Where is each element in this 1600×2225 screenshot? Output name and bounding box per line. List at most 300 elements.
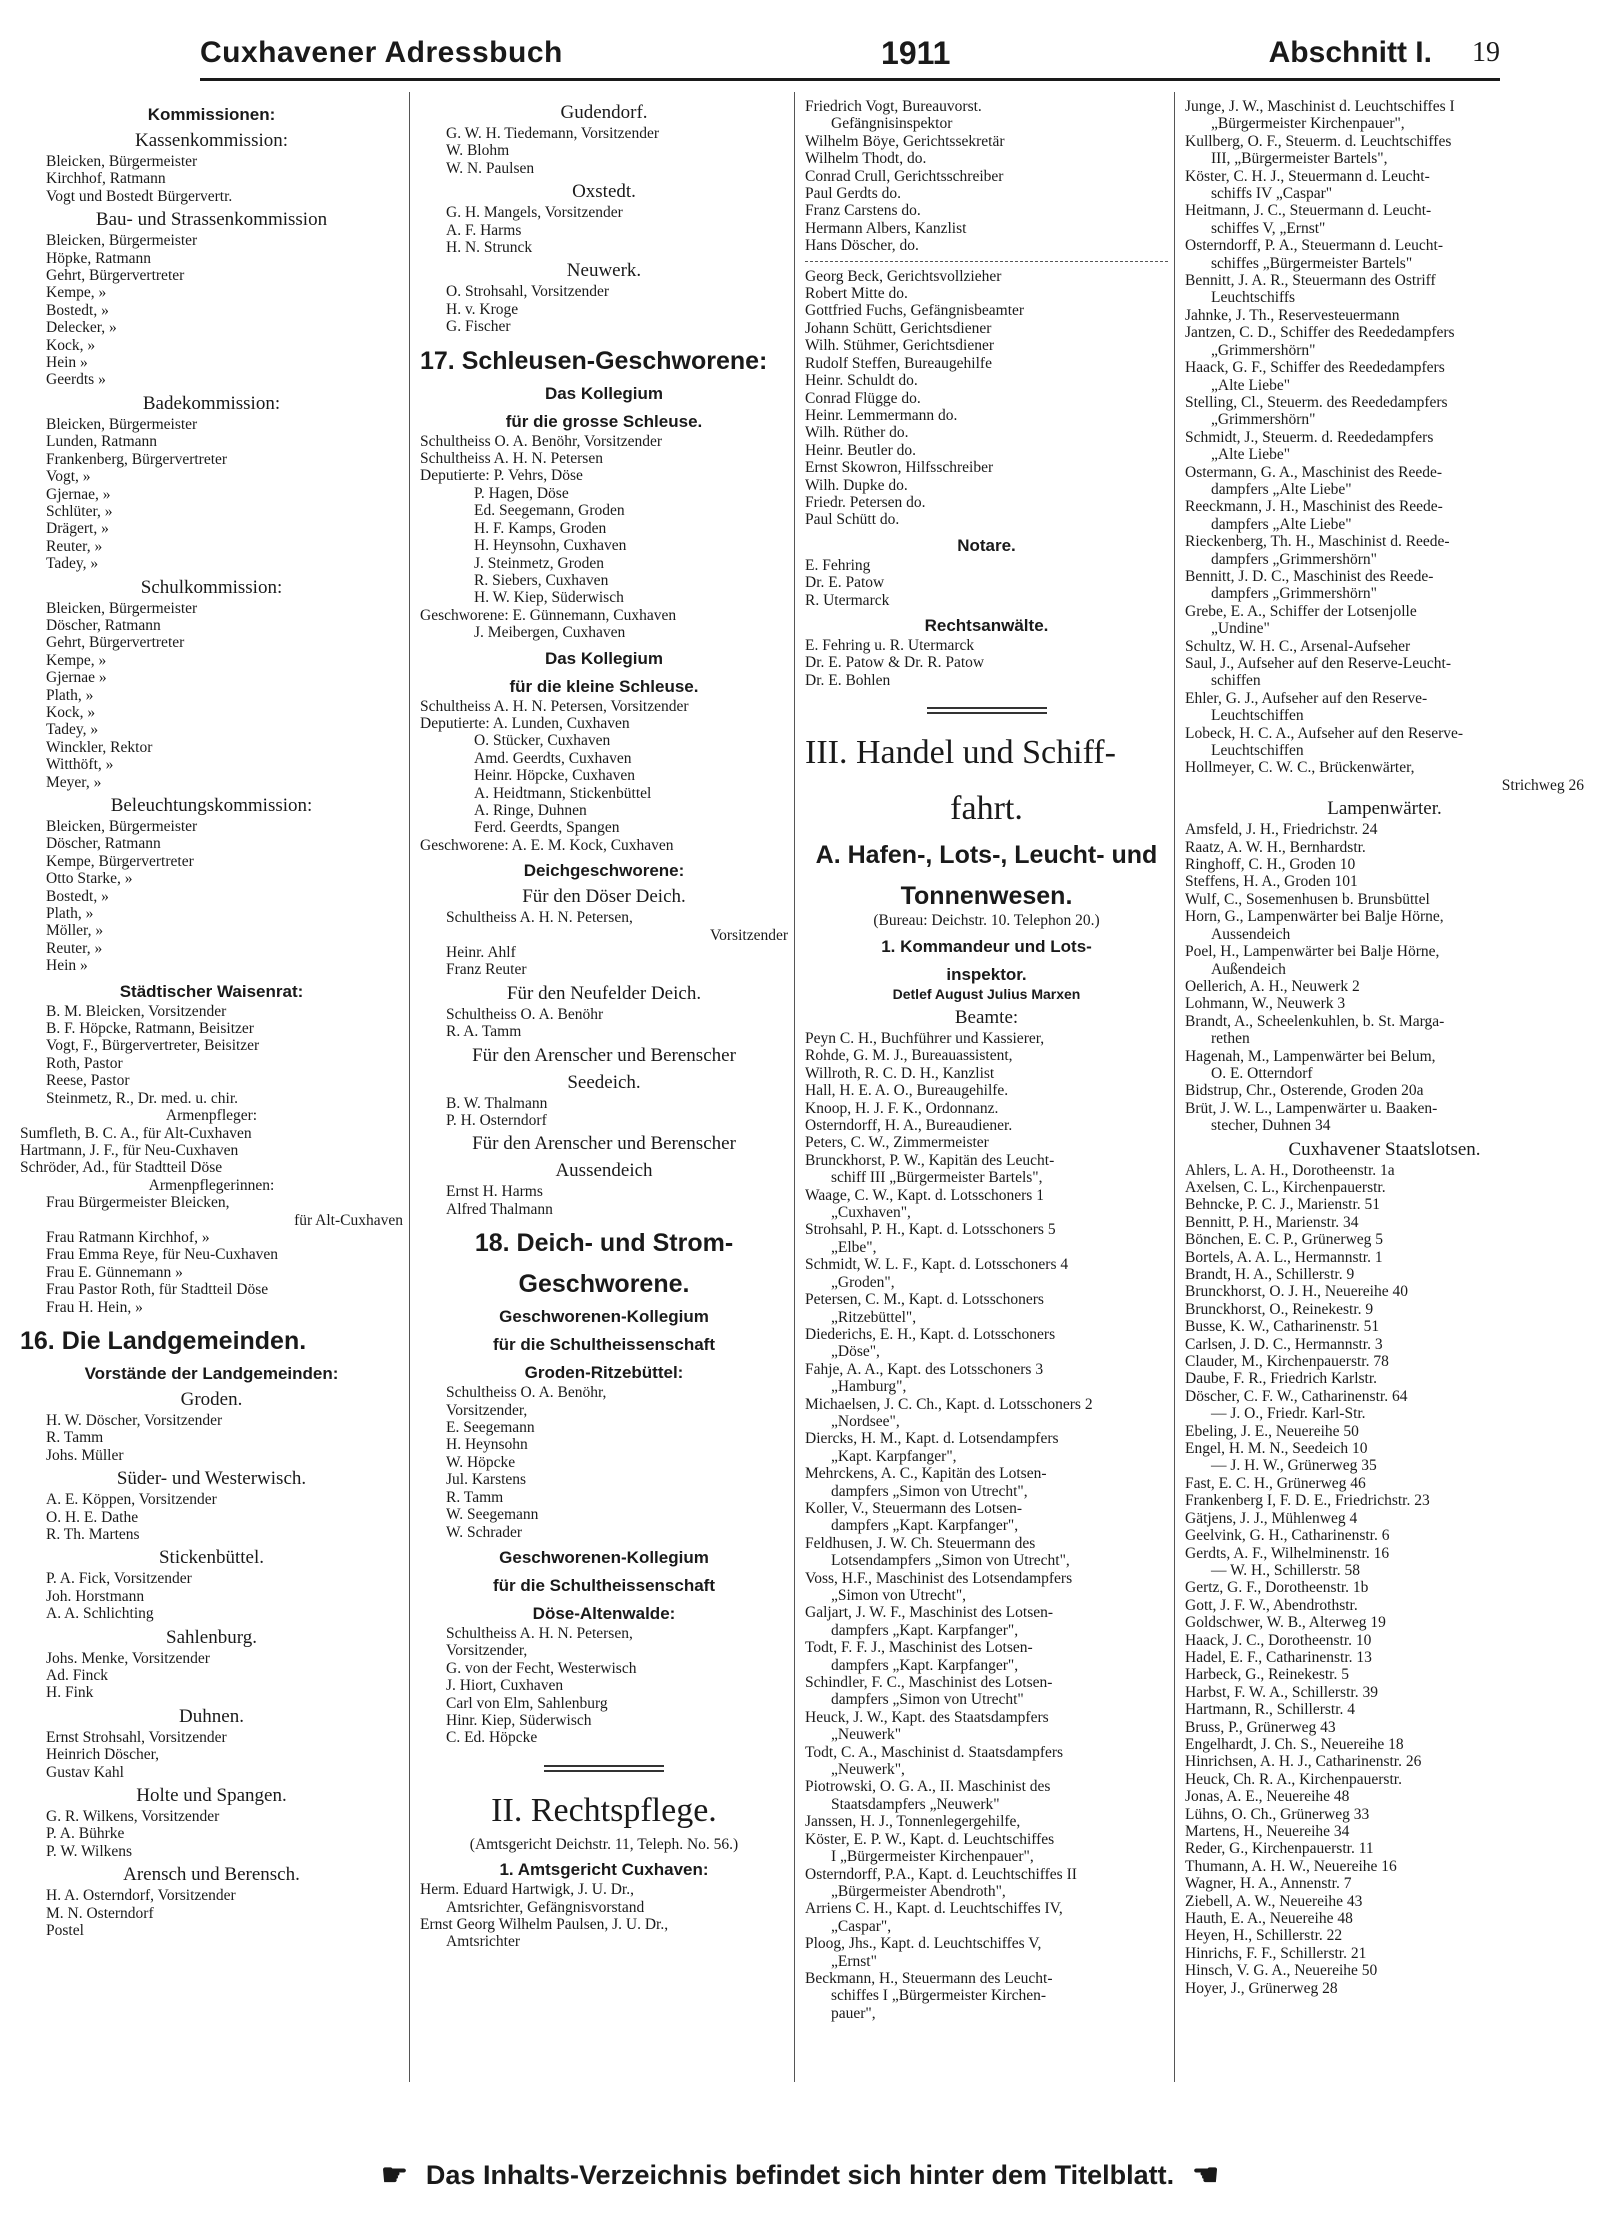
entry-line: W. Höpcke [446, 1453, 516, 1471]
entry-line: Tadey, » [46, 721, 99, 739]
entry-line: Horn, G., Lampenwärter bei Balje Hörne, [1185, 908, 1444, 926]
entry-line: H. A. Osterndorf, Vorsitzender [46, 1887, 236, 1905]
entry-line: Ploog, Jhs., Kapt. d. Leuchtschiffes V, [805, 1935, 1042, 1953]
entry-line: Kirchhof, Ratmann [46, 170, 166, 188]
entry-line: Drägert, » [46, 520, 109, 538]
section-heading: Geschworenen-Kollegium [499, 1547, 709, 1567]
entry-line: E. Fehring u. R. Utermarck [805, 636, 975, 654]
entry-line: Martens, H., Neuereihe 34 [1185, 1823, 1350, 1840]
subsection-heading: Kassenkommission: [134, 130, 289, 151]
entry-line: Brandt, A., Scheelenkuhlen, b. St. Marga- [1185, 1012, 1445, 1030]
entry-line: Hans Döscher, do. [805, 237, 919, 255]
entry-line: Todt, F. F. J., Maschinist des Lotsen- [805, 1639, 1033, 1657]
section-heading: 1. Amtsgericht Cuxhaven: [499, 1860, 709, 1880]
entry-line: schiffes „Bürgermeister Bartels" [1211, 254, 1413, 272]
subsection-heading: Beleuchtungskommission: [110, 795, 313, 816]
entry-line: Lohmann, W., Neuwerk 3 [1185, 995, 1346, 1013]
entry-line: B. F. Höpcke, Ratmann, Beisitzer [46, 1020, 254, 1038]
entry-line: stecher, Duhnen 34 [1211, 1117, 1331, 1135]
section-heading: inspektor. [946, 964, 1027, 984]
entry-line: Hagenah, M., Lampenwärter bei Belum, [1185, 1047, 1436, 1065]
entry-line: Hollmeyer, C. W. C., Brückenwärter, [1185, 759, 1415, 777]
entry-line: Gott, J. F. W., Abendrothstr. [1185, 1596, 1358, 1614]
entry-line: dampfers „Alte Liebe" [1211, 480, 1352, 498]
entry-line: Ahlers, L. A. H., Dorotheenstr. 1a [1185, 1161, 1395, 1179]
entry-line: A. E. Köppen, Vorsitzender [46, 1491, 217, 1509]
subsection-heading: Für den Arenscher und Berenscher [472, 1133, 736, 1155]
entry-line: Lobeck, H. C. A., Aufseher auf den Reserve- [1185, 724, 1464, 742]
subsection-heading: Für den Döser Deich. [522, 886, 686, 908]
entry-line: Michaelsen, J. C. Ch., Kapt. d. Lotsschoners 2 [805, 1395, 1093, 1413]
entry-line: Harbeck, G., Reinekestr. 5 [1185, 1666, 1349, 1684]
entry-line: Amtsrichter [446, 1933, 521, 1951]
entry-line: „Alte Liebe" [1211, 446, 1291, 464]
entry-line: P. H. Osterndorf [446, 1112, 547, 1130]
entry-line: Bortels, A. A. L., Hermannstr. 1 [1185, 1248, 1383, 1266]
entry-line: P. A. Bührke [46, 1825, 125, 1843]
entry-line: Jantzen, C. D., Schiffer des Reededampfers [1185, 324, 1455, 342]
entry-line: „Ernst" [831, 1952, 877, 1970]
entry-line: Steffens, H. A., Groden 101 [1185, 873, 1358, 891]
subsection-heading: Holte und Spangen. [136, 1785, 287, 1807]
entry-line: J. Meibergen, Cuxhaven [474, 624, 626, 642]
entry-line: Hauth, E. A., Neuereihe 48 [1185, 1910, 1353, 1928]
entry-line: „Grimmershörn" [1211, 411, 1316, 429]
entry-line: Harbst, F. W. A., Schillerstr. 39 [1185, 1683, 1378, 1701]
entry-line: Vogt, F., Bürgervertreter, Beisitzer [46, 1037, 260, 1055]
entry-line: Geschworene: E. Günnemann, Cuxhaven [420, 606, 677, 624]
entry-line: schiff III „Bürgermeister Bartels", [831, 1169, 1043, 1187]
entry-line: Bleicken, Bürgermeister [46, 818, 198, 835]
entry-line: E. Seegemann [446, 1419, 535, 1437]
entry-line: Johann Schütt, Gerichtsdiener [805, 319, 992, 337]
entry-line: Daube, F. R., Friedrich Karlstr. [1185, 1370, 1378, 1388]
entry-line: Hoyer, J., Grünerweg 28 [1185, 1979, 1338, 1997]
chapter-heading: fahrt. [950, 790, 1023, 828]
entry-line: Wilh. Dupke do. [805, 476, 908, 494]
entry-line: P. A. Fick, Vorsitzender [46, 1570, 192, 1588]
entry-line: schiffes V, „Ernst" [1211, 219, 1326, 237]
entry-line: Steinmetz, R., Dr. med. u. chir. [46, 1089, 239, 1107]
entry-line: Hermann Albers, Kanzlist [805, 219, 967, 237]
entry-line: W. Schrader [446, 1523, 523, 1541]
entry-line: G. W. H. Tiedemann, Vorsitzender [446, 125, 659, 142]
entry-line: Engelhardt, J. Ch. S., Neuereihe 18 [1185, 1735, 1404, 1753]
entry-line: Armenpflegerinnen: [148, 1176, 275, 1194]
entry-line: Kempe, » [46, 284, 107, 302]
entry-line: C. Ed. Höpcke [446, 1729, 538, 1747]
entry-line: Goldschwer, W. B., Alterweg 19 [1185, 1614, 1386, 1632]
entry-line: Junge, J. W., Maschinist d. Leuchtschiffes I [1185, 98, 1455, 115]
entry-line: Meyer, » [46, 773, 102, 791]
entry-line: dampfers „Alte Liebe" [1211, 515, 1352, 533]
section-heading: für die Schultheissenschaft [493, 1575, 715, 1595]
entry-line: A. F. Harms [446, 221, 522, 239]
entry-line: Ebeling, J. E., Neuereihe 50 [1185, 1422, 1359, 1440]
entry-line: Joh. Horstmann [46, 1587, 145, 1605]
entry-line: Bleicken, Bürgermeister [46, 599, 198, 617]
entry-line: Ferd. Geerdts, Spangen [474, 819, 620, 837]
section-heading: Notare. [957, 535, 1016, 555]
entry-line: H. v. Kroge [446, 300, 519, 318]
entry-line: Hinsch, V. G. A., Neuereihe 50 [1185, 1962, 1378, 1980]
entry-line: Fast, E. C. H., Grünerweg 46 [1185, 1474, 1366, 1492]
entry-line: Deputierte: A. Lunden, Cuxhaven [420, 714, 630, 732]
entry-line: „Kapt. Karpfanger", [831, 1447, 957, 1465]
section-heading: für die grosse Schleuse. [505, 411, 703, 431]
entry-line: Winckler, Rektor [46, 738, 153, 756]
entry-line: Thumann, A. H. W., Neuereihe 16 [1185, 1857, 1397, 1875]
entry-line: Lunden, Ratmann [46, 433, 158, 451]
entry-line: Frau H. Hein, » [46, 1298, 143, 1316]
subsection-heading: Bau- und Strassenkommission [95, 209, 328, 231]
entry-line: O. H. E. Dathe [46, 1508, 139, 1526]
entry-line: „Neuwerk" [831, 1726, 902, 1744]
entry-line: Diercks, H. M., Kapt. d. Lotsendampfers [805, 1430, 1059, 1448]
entry-line: dampfers „Kapt. Karpfanger", [831, 1656, 1019, 1674]
chapter-heading: III. Handel und Schiff- [805, 734, 1116, 772]
subsection-heading: Arensch und Berensch. [123, 1864, 300, 1886]
entry-line: Döscher, Ratmann [46, 616, 161, 634]
subsection-heading: Cuxhavener Staatslotsen. [1288, 1138, 1481, 1160]
entry-line: A. A. Schlichting [46, 1605, 154, 1623]
entry-line: Kullberg, O. F., Steuerm. d. Leuchtschiffes [1185, 132, 1452, 150]
entry-line: Hein » [46, 957, 88, 975]
entry-line: Schultheiss A. H. N. Petersen, [446, 909, 633, 927]
subsection-heading: Badekommission: [142, 392, 281, 414]
entry-line: Raatz, A. W. H., Bernhardstr. [1185, 838, 1366, 856]
entry-line: Heitmann, J. C., Steuermann d. Leucht- [1185, 202, 1432, 220]
entry-line: Carlsen, J. D. C., Hermannstr. 3 [1185, 1335, 1383, 1353]
entry-line: Gehrt, Bürgervertreter [46, 267, 185, 285]
entry-line: Brandt, H. A., Schillerstr. 9 [1185, 1266, 1355, 1283]
entry-line: Petersen, C. M., Kapt. d. Lotsschoners [805, 1291, 1044, 1309]
entry-line: Frau Emma Reye, für Neu-Cuxhaven [46, 1246, 279, 1264]
entry-line: Axelsen, C. L., Kirchenpauerstr. [1185, 1178, 1386, 1196]
entry-line: „Simon von Utrecht", [831, 1587, 967, 1604]
entry-line: Schmidt, J., Steuerm. d. Reededampfers [1185, 428, 1434, 446]
book-title: Cuxhavener Adressbuch [200, 36, 563, 69]
entry-line: Dr. E. Patow [805, 574, 885, 592]
entry-line: P. Hagen, Döse [474, 484, 569, 502]
entry-line: Bennitt, P. H., Marienstr. 34 [1185, 1213, 1359, 1231]
subsection-heading: Für den Neufelder Deich. [506, 982, 702, 1004]
entry-line: B. M. Bleicken, Vorsitzender [46, 1002, 227, 1020]
entry-line: Busse, K. W., Catharinenstr. 51 [1185, 1318, 1380, 1336]
entry-line: Ziebell, A. W., Neuereihe 43 [1185, 1892, 1363, 1910]
entry-line: Galjart, J. W. F., Maschinist des Lotsen- [805, 1604, 1054, 1622]
subsection-heading: Lampenwärter. [1327, 798, 1442, 820]
entry-line: Kempe, » [46, 651, 107, 669]
entry-line: Strohsahl, P. H., Kapt. d. Lotsschoners 5 [805, 1221, 1056, 1239]
entry-line: Delecker, » [46, 319, 117, 337]
entry-line: Ed. Seegemann, Groden [474, 502, 625, 520]
entry-line: Waage, C. W., Kapt. d. Lotsschoners 1 [805, 1186, 1044, 1204]
entry-line: „Cuxhaven", [831, 1204, 911, 1222]
entry-line: M. N. Osterndorf [46, 1904, 154, 1922]
entry-line: Kempe, Bürgervertreter [46, 852, 194, 870]
entry-line: Schröder, Ad., für Stadtteil Döse [20, 1159, 223, 1177]
section-heading: Städtischer Waisenrat: [119, 981, 304, 1001]
entry-line: — J. O., Friedr. Karl-Str. [1211, 1405, 1366, 1423]
entry-line: B. W. Thalmann [446, 1094, 548, 1112]
entry-line: H. Heynsohn, Cuxhaven [474, 537, 627, 555]
entry-line: W. N. Paulsen [446, 159, 535, 177]
entry-line: Frankenberg, Bürgervertreter [46, 450, 228, 468]
entry-line: Ernst Strohsahl, Vorsitzender [46, 1728, 227, 1746]
entry-line: Osterndorff, H. A., Bureaudiener. [805, 1117, 1013, 1135]
subsection-heading: Gudendorf. [560, 102, 648, 123]
section-heading: Rechtsanwälte. [924, 615, 1049, 635]
entry-line: J. Hiort, Cuxhaven [446, 1677, 564, 1695]
entry-line: Gustav Kahl [46, 1763, 124, 1781]
entry-line: Köster, E. P. W., Kapt. d. Leuchtschiffes [805, 1830, 1055, 1848]
entry-line: Plath, » [46, 686, 94, 704]
entry-line: Gertz, G. F., Dorotheenstr. 1b [1185, 1579, 1369, 1597]
entry-line: W. Seegemann [446, 1506, 539, 1524]
entry-line: Hein » [46, 354, 88, 372]
entry-line: Behncke, P. C. J., Marienstr. 51 [1185, 1196, 1381, 1214]
entry-line: Haack, J. C., Dorotheenstr. 10 [1185, 1631, 1372, 1649]
book-year: 1911 [881, 34, 951, 71]
entry-line: Ad. Finck [46, 1667, 108, 1685]
entry-line: Armenpfleger: [165, 1107, 258, 1125]
entry-line: Frankenberg I, F. D. E., Friedrichstr. 23 [1185, 1492, 1430, 1510]
section-heading: 18. Deich- und Strom- [474, 1229, 734, 1258]
entry-line: A. Heidtmann, Stickenbüttel [474, 784, 652, 802]
entry-line: Jonas, A. E., Neuereihe 48 [1185, 1788, 1350, 1806]
entry-line: Heyen, H., Schillerstr. 22 [1185, 1927, 1343, 1945]
entry-line: Willroth, R. C. D. H., Kanzlist [805, 1064, 995, 1082]
entry-line: Gehrt, Bürgervertreter [46, 634, 185, 652]
entry-line: dampfers „Grimmershörn" [1211, 585, 1378, 603]
entry-line: „Alte Liebe" [1211, 376, 1291, 394]
entry-line: Alfred Thalmann [446, 1200, 553, 1218]
entry-line: Frau E. Günnemann » [46, 1263, 183, 1281]
entry-line: Bleicken, Bürgermeister [46, 415, 198, 433]
entry-line: Vogt, » [46, 468, 91, 486]
entry-line: H. Fink [46, 1684, 94, 1702]
section-heading: Tonnenwesen. [900, 882, 1073, 911]
page-footer [200, 2150, 1400, 2200]
section-heading: Döse-Altenwalde: [532, 1603, 676, 1623]
entry-line: Diederichs, E. H., Kapt. d. Lotsschoners [805, 1325, 1056, 1343]
entry-line: Heinr. Lemmermann do. [805, 406, 958, 424]
entry-line: Heuck, J. W., Kapt. des Staatsdampfers [805, 1708, 1049, 1726]
entry-line: „Groden", [831, 1273, 895, 1291]
entry-line: Reuter, » [46, 537, 103, 555]
entry-line: Vorsitzender, [446, 1401, 528, 1419]
entry-line: Robert Mitte do. [805, 285, 908, 303]
entry-line: Heinrich Döscher, [46, 1746, 160, 1764]
entry-line: pauer", [831, 2004, 876, 2022]
entry-line: Ernst H. Harms [446, 1183, 543, 1201]
section-heading: A. Hafen-, Lots-, Leucht- und [815, 841, 1158, 870]
entry-line: „Bürgermeister Kirchenpauer", [1211, 115, 1405, 133]
entry-line: Rieckenberg, Th. H., Maschinist d. Reede- [1185, 533, 1450, 551]
entry-line: Janssen, H. J., Tonnenlegergehilfe, [805, 1813, 1021, 1831]
entry-line: Staatsdampfers „Neuwerk" [831, 1795, 1000, 1813]
entry-line: Heuck, Ch. R. A., Kirchenpauerstr. [1185, 1770, 1402, 1788]
entry-line: Gefängnisinspektor [831, 115, 953, 133]
entry-line: O. Stücker, Cuxhaven [474, 732, 611, 750]
section-heading: Vorstände der Landgemeinden: [84, 1363, 339, 1383]
entry-line: Engel, H. M. N., Seedeich 10 [1185, 1440, 1368, 1458]
entry-line: Arriens C. H., Kapt. d. Leuchtschiffes IV, [805, 1900, 1063, 1918]
section-heading: für die kleine Schleuse. [509, 676, 699, 696]
entry-line: Reuter, » [46, 939, 103, 957]
entry-line: Voss, H.F., Maschinist des Lotsendampfers [805, 1569, 1073, 1587]
entry-line: Brunckhorst, O., Reinekestr. 9 [1185, 1300, 1374, 1318]
entry-line: Hall, H. E. A. O., Bureaugehilfe. [805, 1082, 1009, 1100]
entry-line: E. Fehring [805, 556, 871, 574]
entry-line: Postel [46, 1922, 84, 1940]
section-heading: Kommissionen: [147, 105, 276, 124]
section-heading: Deichgeschworene: [523, 861, 685, 881]
entry-line: Johs. Müller [46, 1446, 124, 1464]
entry-line: „Bürgermeister Abendroth", [831, 1882, 1006, 1900]
entry-line: Amtsrichter, Gefängnisvorstand [446, 1898, 645, 1916]
entry-line: Carl von Elm, Sahlenburg [446, 1694, 608, 1712]
entry-line: „Döse", [831, 1343, 880, 1361]
entry-line: Vogt und Bostedt Bürgervertr. [46, 187, 233, 205]
entry-line: „Undine" [1211, 620, 1270, 638]
entry-line: I „Bürgermeister Kirchenpauer", [831, 1848, 1034, 1866]
entry-line: Vorsitzender [709, 926, 788, 944]
subsection-heading: Oxstedt. [572, 181, 636, 203]
entry-line: Fahje, A. A., Kapt. des Lotsschoners 3 [805, 1360, 1044, 1378]
entry-line: Gottfried Fuchs, Gefängnisbeamter [805, 302, 1025, 320]
entry-line: R. A. Tamm [446, 1023, 522, 1041]
entry-line: „Elbe", [831, 1238, 877, 1256]
entry-line: „Grimmershörn" [1211, 341, 1316, 359]
section-heading: 17. Schleusen-Geschworene: [420, 346, 768, 375]
entry-line: rethen [1211, 1030, 1250, 1048]
entry-line: Döscher, C. F. W., Catharinenstr. 64 [1185, 1387, 1408, 1405]
entry-line: Kock, » [46, 336, 96, 354]
entry-line: Johs. Menke, Vorsitzender [46, 1649, 210, 1667]
entry-line: Bostedt, » [46, 887, 109, 905]
entry-line: H. W. Döscher, Vorsitzender [46, 1411, 223, 1429]
entry-line: G. H. Mangels, Vorsitzender [446, 204, 623, 222]
entry-line: Bennitt, J. A. R., Steuermann des Ostriff [1185, 272, 1436, 290]
entry-line: „Ritzebüttel", [831, 1308, 917, 1326]
entry-line: Peyn C. H., Buchführer und Kassierer, [805, 1030, 1045, 1047]
entry-line: H. Heynsohn [446, 1436, 528, 1454]
entry-line: Bruss, P., Grünerweg 43 [1185, 1718, 1336, 1736]
entry-line: Brunckhorst, O. J. H., Neuereihe 40 [1185, 1283, 1408, 1301]
subsection-heading: Beamte: [954, 1007, 1019, 1028]
column-4 [1175, 92, 1590, 2082]
entry-line: — W. H., Schillerstr. 58 [1211, 1561, 1360, 1579]
entry-line: Ringhoff, C. H., Groden 10 [1185, 856, 1356, 874]
entry-line: Schultheiss O. A. Benöhr, Vorsitzender [420, 432, 663, 450]
entry-line: Leuchtschiffen [1211, 742, 1304, 760]
page-number: 19 [1471, 37, 1500, 68]
entry-line: Frau Bürgermeister Bleicken, [46, 1194, 230, 1212]
entry-line: Ernst Skowron, Hilfsschreiber [805, 459, 994, 477]
entry-line: „Nordsee", [831, 1412, 900, 1430]
entry-line: Sumfleth, B. C. A., für Alt-Cuxhaven [20, 1124, 252, 1142]
entry-line: A. Ringe, Duhnen [474, 801, 587, 819]
pointing-hand-left-icon: ☚ [1192, 2158, 1219, 2192]
entry-line: Friedr. Petersen do. [805, 493, 926, 511]
entry-line: Aussendeich [1211, 925, 1291, 943]
page-header [200, 28, 1500, 81]
section-heading: Geschworenen-Kollegium [499, 1307, 709, 1327]
subsection-heading: Groden. [180, 1388, 243, 1410]
entry-line: Heinr. Beutler do. [805, 441, 917, 459]
entry-line: „Neuwerk", [831, 1761, 905, 1779]
entry-line: Reeckmann, J. H., Maschinist des Reede- [1185, 498, 1443, 516]
entry-line: — J. H. W., Grünerweg 35 [1211, 1457, 1377, 1475]
entry-line: G. Fischer [446, 318, 511, 336]
subsection-heading: Neuwerk. [566, 260, 642, 282]
entry-line: Möller, » [46, 922, 104, 940]
entry-line: Ernst Georg Wilhelm Paulsen, J. U. Dr., [420, 1915, 669, 1933]
entry-line: Hinr. Kiep, Süderwisch [446, 1711, 592, 1729]
entry-line: Schultheiss O. A. Benöhr, [446, 1384, 607, 1402]
entry-line: dampfers „Simon von Utrecht" [831, 1691, 1024, 1709]
entry-line: Geerdts » [46, 371, 106, 389]
entry-line: Peters, C. W., Zimmermeister [805, 1134, 989, 1152]
entry-line: Bönchen, E. C. P., Grünerweg 5 [1185, 1231, 1384, 1249]
entry-line: dampfers „Grimmershörn" [1211, 550, 1378, 568]
entry-line: Conrad Crull, Gerichtsschreiber [805, 167, 1004, 185]
entry-line: Tadey, » [46, 555, 99, 573]
entry-line: Haack, G. F., Schiffer des Reededampfers [1185, 359, 1445, 377]
entry-line: Geelvink, G. H., Catharinenstr. 6 [1185, 1527, 1390, 1545]
entry-line: Schultheiss O. A. Benöhr [446, 1005, 604, 1023]
entry-line: Außendeich [1211, 960, 1286, 978]
entry-line: Hinrichs, F. F., Schillerstr. 21 [1185, 1944, 1367, 1962]
double-rule-divider [927, 707, 1047, 714]
subsection-heading: Schulkommission: [140, 576, 283, 598]
entry-line: Jahnke, J. Th., Reservesteuermann [1185, 306, 1400, 324]
entry-line: Leuchtschiffen [1211, 707, 1304, 725]
entry-line: Hartmann, R., Schillerstr. 4 [1185, 1701, 1356, 1719]
entry-line: schiffes I „Bürgermeister Kirchen- [831, 1987, 1047, 2005]
entry-line: schiffs IV „Caspar" [1211, 185, 1333, 203]
entry-line: Brunckhorst, P. W., Kapitän des Leucht- [805, 1151, 1055, 1169]
entry-line: Franz Reuter [446, 961, 527, 979]
entry-line: Schultheiss A. H. N. Petersen, [446, 1624, 633, 1642]
section-label: Abschnitt I. [1268, 36, 1432, 69]
entry-line: Detlef August Julius Marxen [892, 985, 1081, 1002]
section-heading: Groden-Ritzebüttel: [524, 1363, 684, 1383]
entry-line: Roth, Pastor [46, 1054, 123, 1072]
entry-line: Grebe, E. A., Schiffer der Lotsenjolle [1185, 602, 1417, 620]
entry-line: „Hamburg", [831, 1378, 907, 1396]
entry-line: Wulf, C., Sosemenhusen b. Brunsbüttel [1185, 890, 1430, 908]
entry-line: III, „Bürgermeister Bartels", [1211, 150, 1388, 168]
entry-line: Lühns, O. Ch., Grünerweg 33 [1185, 1805, 1370, 1823]
entry-line: Georg Beck, Gerichtsvollzieher [805, 267, 1002, 285]
entry-line: Leuchtschiffs [1211, 289, 1296, 307]
entry-line: (Amtsgericht Deichstr. 11, Teleph. No. 56.) [469, 1835, 739, 1853]
entry-line: Wilhelm Thodt, do. [805, 150, 927, 168]
entry-line: schiffen [1211, 672, 1261, 690]
entry-line: Osterndorff, P. A., Steuermann d. Leucht- [1185, 237, 1443, 255]
entry-line: Schindler, F. C., Maschinist des Lotsen- [805, 1674, 1053, 1692]
subsection-heading: Duhnen. [179, 1705, 244, 1727]
entry-line: Schmidt, W. L. F., Kapt. d. Lotsschoners 4 [805, 1256, 1069, 1274]
subsection-heading: Stickenbüttel. [158, 1547, 264, 1569]
entry-line: Schultheiss A. H. N. Petersen [420, 450, 603, 468]
entry-line: Brüt, J. W. L., Lampenwärter u. Baaken- [1185, 1099, 1438, 1117]
entry-line: dampfers „Kapt. Karpfanger", [831, 1517, 1019, 1535]
entry-line: Friedrich Vogt, Bureauvorst. [805, 98, 982, 115]
